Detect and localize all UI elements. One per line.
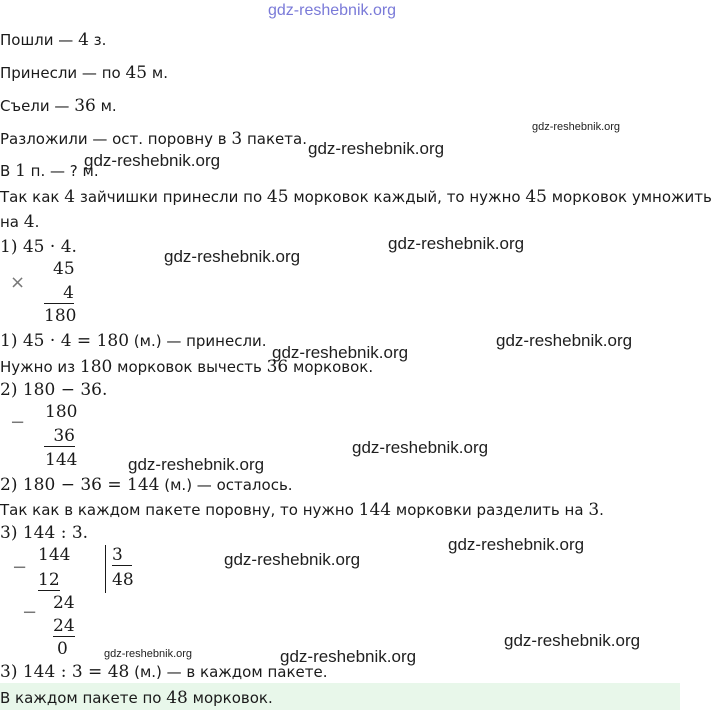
watermark: gdz-reshebnik.org [104,648,193,660]
watermark: gdz-reshebnik.org [352,438,489,457]
line-ate: Съели — 36 м. [0,96,117,116]
division-bar [105,545,106,593]
watermark: gdz-reshebnik.org [308,139,445,158]
col1-result: 180 [44,306,77,326]
watermark: gdz-reshebnik.org [448,535,585,554]
col3-sub2: 24 [53,616,75,636]
line-question: В 1 п. — ? м. [0,161,99,181]
step-2: 2) 180 − 36. [0,380,108,400]
explain-1b: на 4. [0,212,40,232]
result-3: 3) 144 : 3 = 48 (м.) — в каждом пакете. [0,662,328,682]
answer-line: В каждом пакете по 48 морковок. [0,688,273,708]
line-packed: Разложили — ост. поровну в 3 пакета. [0,129,307,149]
line-brought: Принесли — по 45 м. [0,63,168,83]
step-1: 1) 45 · 4. [0,237,77,257]
col3-sub1: 12 [38,570,60,590]
line-went: Пошли — 4 з. [0,30,107,50]
explain-3: Так как в каждом пакете поровну, то нужно 144 морковки разделить на 3. [0,500,604,520]
watermark: gdz-reshebnik.org [388,234,525,253]
watermark: gdz-reshebnik.org [272,343,409,362]
col1-mid: 4 [44,283,74,304]
watermark: gdz-reshebnik.org [128,455,265,474]
col2-result: 144 [45,450,78,470]
minus-sign-div1: − [12,557,28,578]
watermark: gdz-reshebnik.org [532,121,621,133]
result-1: 1) 45 · 4 = 180 (м.) — принесли. [0,331,267,351]
col3-dividend: 144 [38,545,71,565]
watermark: gdz-reshebnik.org [504,631,641,650]
result-2: 2) 180 − 36 = 144 (м.) — осталось. [0,475,293,495]
col3-rem2: 0 [57,639,68,659]
watermark-top: gdz-reshebnik.org [268,2,397,19]
watermark: gdz-reshebnik.org [280,647,417,666]
multiply-sign: × [10,272,26,293]
col3-quotient: 48 [112,570,134,590]
step-3: 3) 144 : 3. [0,523,89,543]
col2-mid: 36 [44,426,75,447]
watermark: gdz-reshebnik.org [224,550,361,569]
minus-sign: − [10,412,26,433]
explain-2: Нужно из 180 морковок вычесть 36 морковок. [0,357,374,377]
col3-divisor: 3 [112,545,132,566]
col2-top: 180 [45,402,78,422]
minus-sign-div2: − [22,602,38,623]
col3-rem1: 24 [53,593,75,613]
watermark: gdz-reshebnik.org [164,247,301,266]
watermark: gdz-reshebnik.org [84,151,221,170]
explain-1: Так как 4 зайчишки принесли по 45 морковок каждый, то нужно 45 морковок умножить [0,187,712,207]
watermark: gdz-reshebnik.org [496,331,633,350]
col1-top: 45 [53,259,75,279]
